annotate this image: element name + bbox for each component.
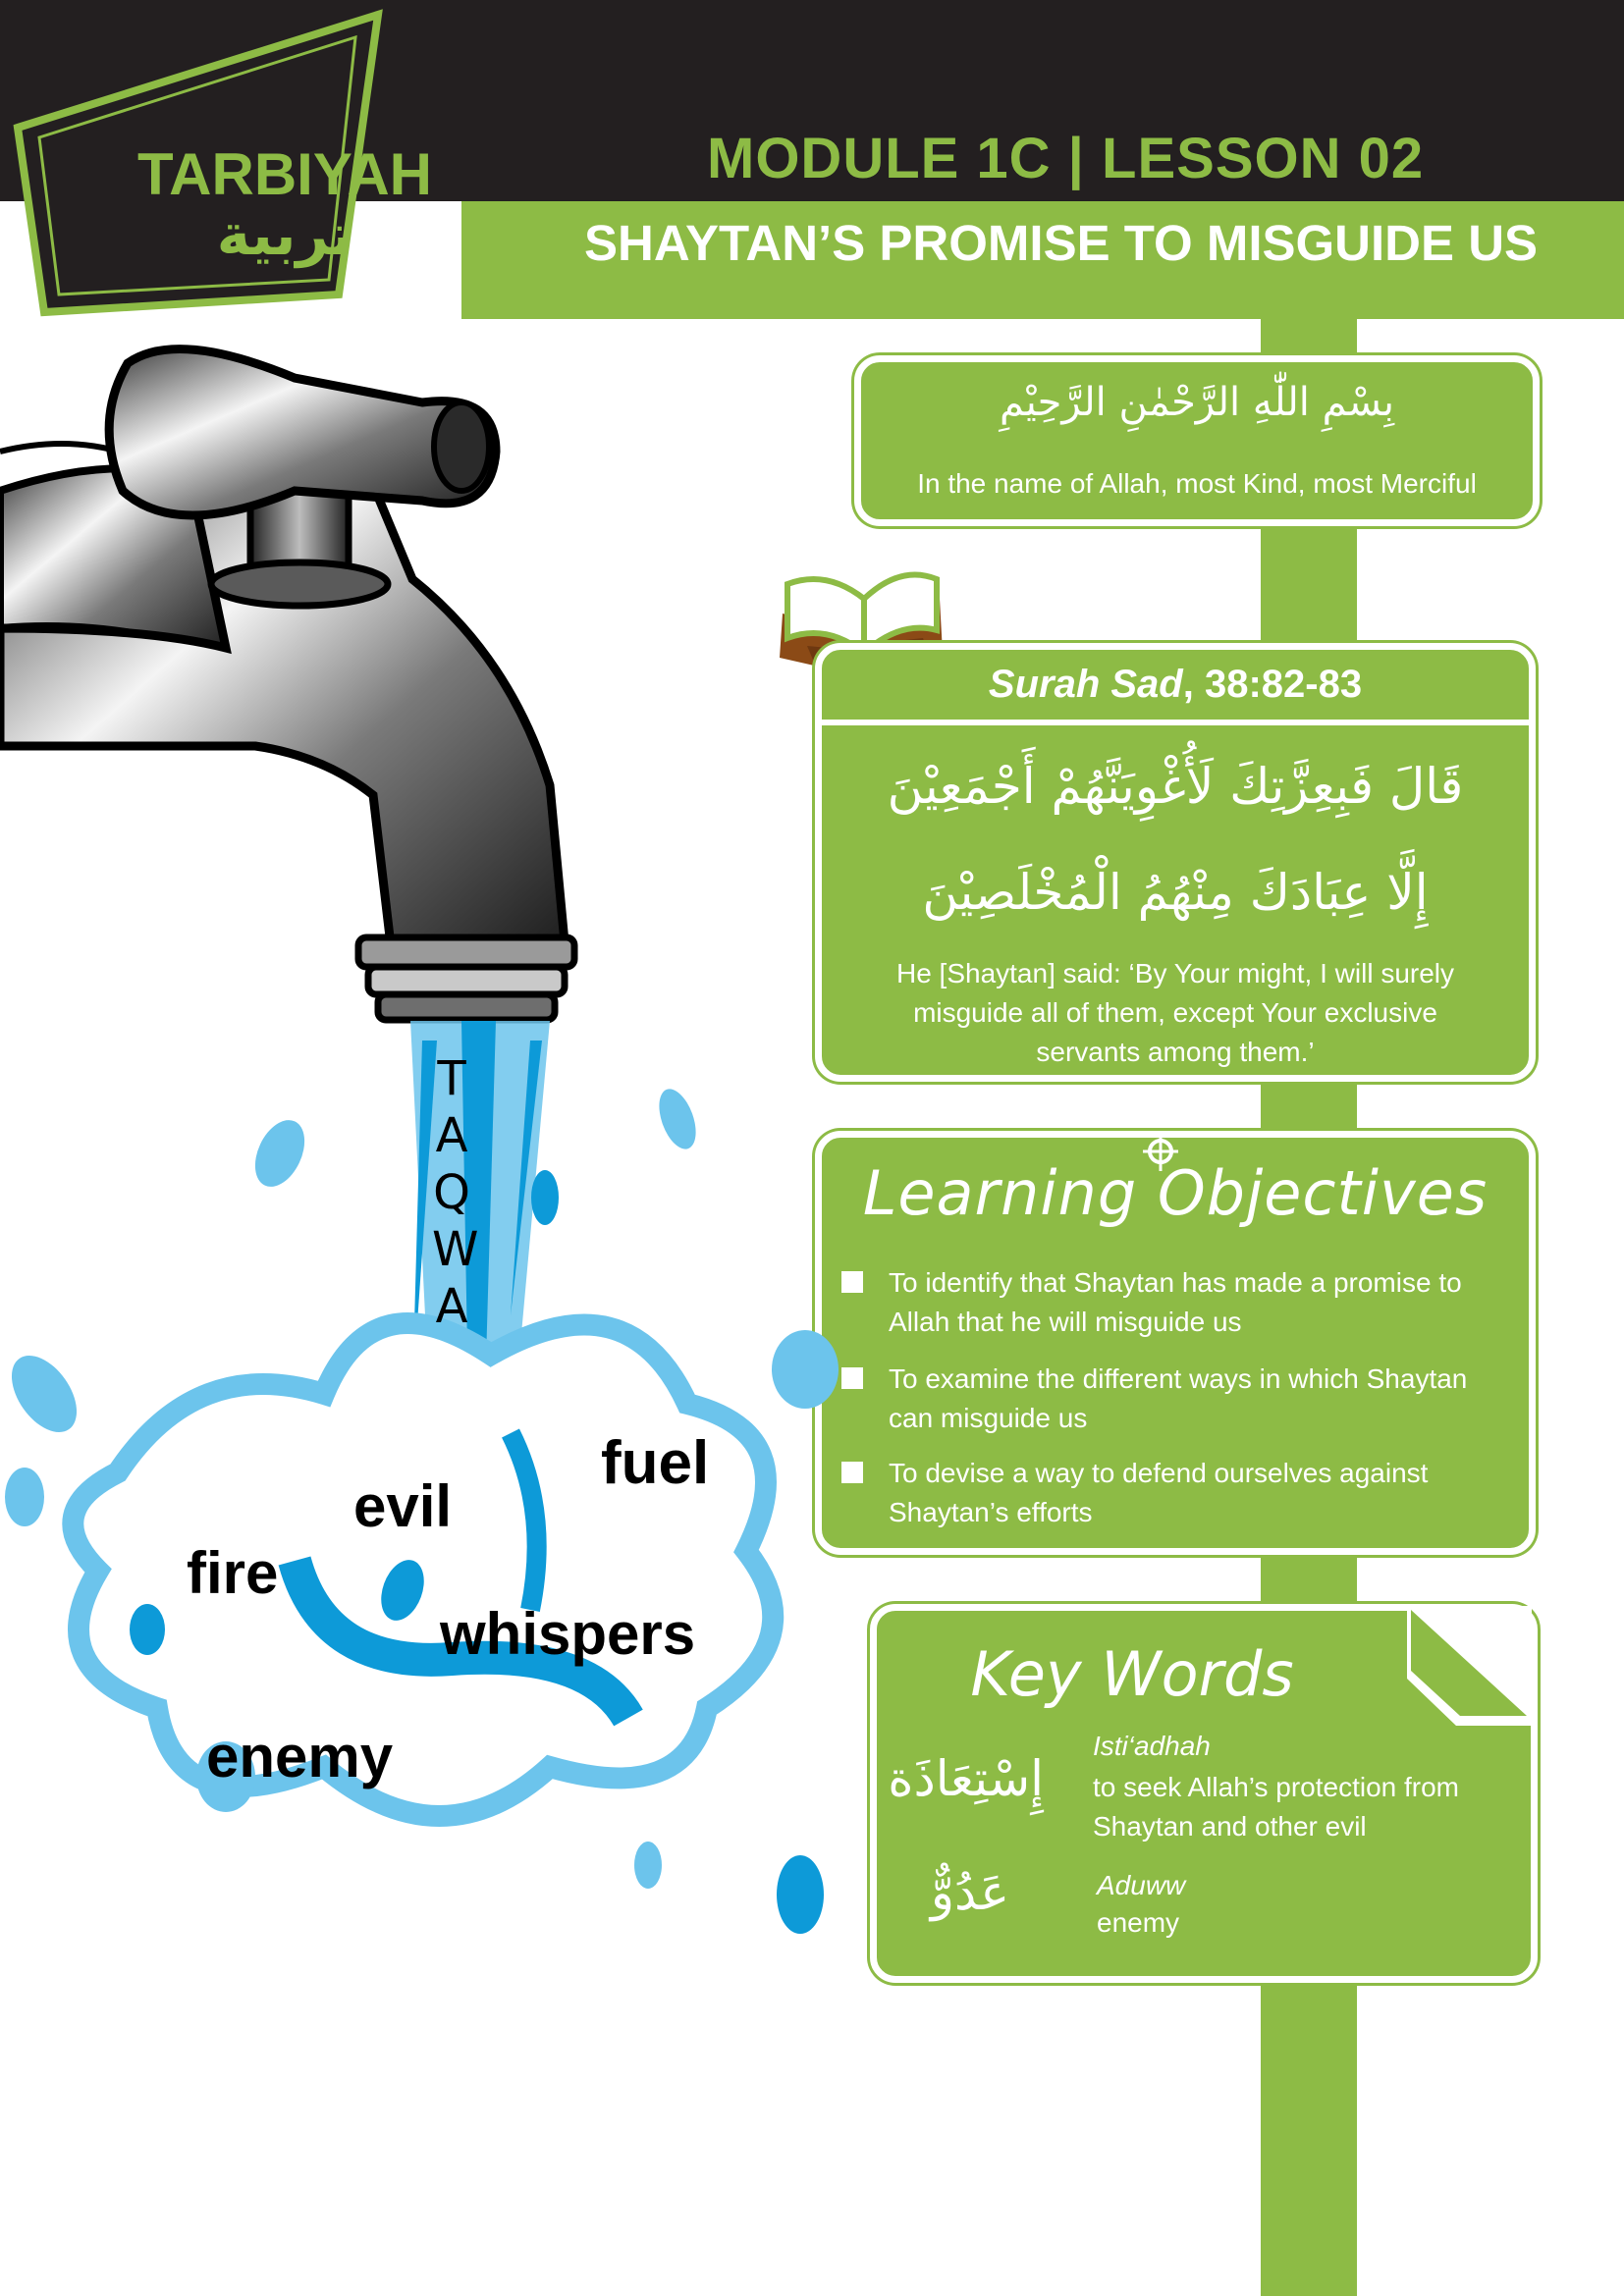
- splash-word: fuel: [601, 1429, 710, 1497]
- splash-word: whispers: [440, 1601, 696, 1667]
- page-title: SHAYTAN’S PROMISE TO MISGUIDE US: [584, 215, 1539, 271]
- taqwa-letter: A: [435, 1279, 468, 1334]
- key-words-heading: Key Words: [970, 1638, 1294, 1710]
- keyword-transliteration: Isti‘adhah: [1093, 1731, 1211, 1761]
- surah-name: Surah Sad: [988, 663, 1183, 706]
- objective-text: To examine the different ways in which Shaytan can misguide us: [889, 1363, 1468, 1433]
- surah-arabic-line-2: إِلَّا عِبَادَكَ مِنْهُمُ الْمُخْلَصِيْنَ: [922, 864, 1429, 921]
- keyword-definition: enemy: [1097, 1907, 1180, 1938]
- objective-item: [841, 1454, 1509, 1532]
- logo-text: TARBIYAH: [136, 141, 433, 207]
- objective-text: To identify that Shaytan has made a promise to Allah that he will misguide us: [889, 1267, 1462, 1337]
- learning-objectives-panel: [815, 1131, 1536, 1555]
- bismillah-panel: [854, 355, 1540, 526]
- taqwa-letter: A: [435, 1108, 468, 1163]
- bismillah-arabic: بِسْمِ اللّٰهِ الرَّحْمٰنِ الرَّحِيْمِ: [999, 380, 1395, 425]
- learning-objectives-heading: Learning Objectives: [862, 1157, 1489, 1229]
- objective-text: To devise a way to defend ourselves against Shaytan’s efforts: [889, 1458, 1429, 1527]
- surah-verse-ref: , 38:82-83: [1182, 663, 1363, 706]
- taqwa-letter: T: [437, 1051, 466, 1106]
- taqwa-letter: W: [432, 1222, 479, 1277]
- surah-arabic-line-1: قَالَ فَبِعِزَّتِكَ لَأُغْوِيَنَّهُمْ أَجْمَعِيْنَ: [887, 758, 1464, 815]
- keyword-arabic: عَدُوٌّ: [930, 1864, 1010, 1921]
- keyword-arabic: إِسْتِعَاذَة: [888, 1750, 1044, 1807]
- surah-translation: He [Shaytan] said: ‘By Your might, I will surely misguide all of them, except Your exclusive servants among them.’: [895, 958, 1455, 1067]
- keyword-definition: to seek Allah’s protection from Shaytan and other evil: [1093, 1772, 1460, 1842]
- surah-panel: [815, 643, 1536, 1082]
- bismillah-translation: In the name of Allah, most Kind, most Merciful: [917, 468, 1477, 499]
- module-lesson-label: MODULE 1C | LESSON 02: [707, 127, 1425, 190]
- objective-item: [841, 1263, 1509, 1342]
- taqwa-letter: Q: [433, 1165, 470, 1220]
- taqwa-vertical-text: [432, 1050, 479, 1335]
- logo-arabic-text: تربية: [216, 201, 353, 268]
- splash-word: evil: [353, 1473, 453, 1539]
- splash-word: enemy: [206, 1724, 394, 1789]
- keyword-transliteration: Aduww: [1097, 1870, 1186, 1900]
- target-icon: [1143, 1132, 1178, 1171]
- surah-divider: [822, 720, 1529, 725]
- objective-item: [841, 1360, 1509, 1438]
- splash-word: fire: [187, 1540, 279, 1606]
- folded-corner-icon: [1389, 1600, 1532, 1728]
- surah-reference: [822, 663, 1529, 707]
